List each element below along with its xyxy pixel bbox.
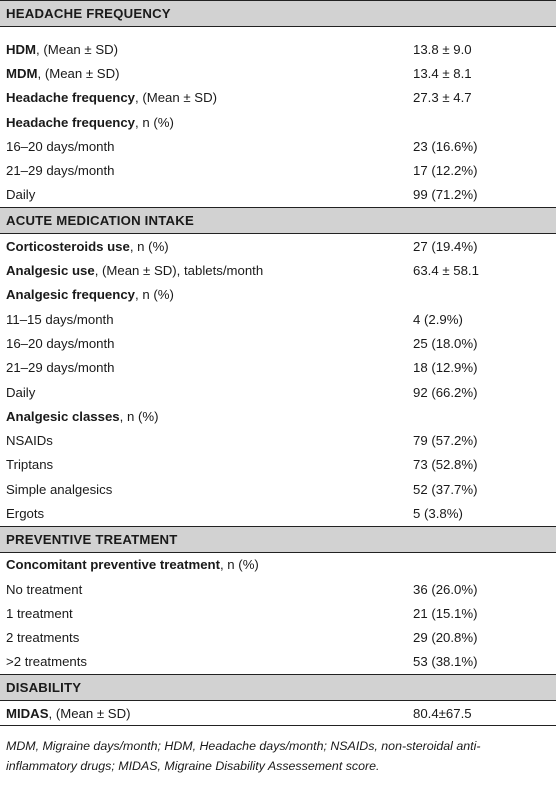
row-label: 11–15 days/month bbox=[6, 311, 114, 327]
row-value: 17 (12.2%) bbox=[413, 163, 478, 179]
table-row bbox=[0, 258, 556, 282]
row-label: 16–20 days/month bbox=[6, 138, 115, 154]
table-footnote: MDM, Migraine days/month; HDM, Headache days/month; NSAIDs, non-steroidal anti-inflammatory drugs; MIDAS, Migraine Disability Assessement score. bbox=[0, 725, 556, 776]
row-value: 4 (2.9%) bbox=[413, 311, 463, 327]
table-row bbox=[0, 650, 556, 674]
row-value: 52 (37.7%) bbox=[413, 481, 478, 497]
table-row bbox=[0, 428, 556, 452]
section-header-acute-medication-intake: ACUTE MEDICATION INTAKE bbox=[0, 207, 556, 234]
table-row bbox=[0, 501, 556, 525]
row-label: , (Mean ± SD) bbox=[135, 90, 217, 106]
row-value: 53 (38.1%) bbox=[413, 654, 478, 670]
row-label: NSAIDs bbox=[6, 433, 53, 449]
table-row bbox=[0, 86, 556, 110]
row-value: 73 (52.8%) bbox=[413, 457, 478, 473]
row-label: , n (%) bbox=[135, 114, 174, 130]
row-value: 99 (71.2%) bbox=[413, 187, 478, 203]
section-spacer bbox=[0, 27, 556, 37]
table-row bbox=[0, 626, 556, 650]
table-row bbox=[0, 453, 556, 477]
table-row bbox=[0, 601, 556, 625]
table-row bbox=[0, 234, 556, 258]
row-value: 5 (3.8%) bbox=[413, 505, 463, 521]
row-value: 63.4 ± 58.1 bbox=[413, 263, 479, 279]
row-value: 13.8 ± 9.0 bbox=[413, 41, 472, 57]
table-row bbox=[0, 404, 556, 428]
table-row bbox=[0, 701, 556, 725]
row-value: 36 (26.0%) bbox=[413, 581, 478, 597]
row-label: No treatment bbox=[6, 581, 83, 597]
row-label: Ergots bbox=[6, 505, 45, 521]
row-label-bold: HDM bbox=[6, 41, 37, 57]
row-label: , n (%) bbox=[119, 408, 159, 424]
row-label-bold: Corticosteroids use bbox=[6, 238, 130, 254]
row-label: , n (%) bbox=[129, 238, 169, 254]
row-label: , (Mean ± SD), tablets/month bbox=[94, 263, 264, 279]
row-label-bold: MDM bbox=[6, 65, 38, 81]
row-value: 29 (20.8%) bbox=[413, 630, 478, 646]
row-label: , (Mean ± SD) bbox=[36, 41, 119, 57]
section-header-preventive-treatment: PREVENTIVE TREATMENT bbox=[0, 526, 556, 553]
table-row bbox=[0, 158, 556, 182]
row-label-bold: Concomitant preventive treatment bbox=[6, 557, 220, 573]
table-row bbox=[0, 577, 556, 601]
row-value: 25 (18.0%) bbox=[413, 335, 478, 351]
row-label: Simple analgesics bbox=[6, 481, 113, 497]
row-value: 79 (57.2%) bbox=[413, 433, 478, 449]
row-label-bold: Analgesic use bbox=[6, 263, 95, 279]
row-label: 16–20 days/month bbox=[6, 335, 115, 351]
row-label-bold: Headache frequency bbox=[6, 114, 135, 130]
table-row bbox=[0, 553, 556, 577]
row-label: 21–29 days/month bbox=[6, 163, 115, 179]
table-row bbox=[0, 331, 556, 355]
row-label: Triptans bbox=[6, 457, 54, 473]
row-label: , n (%) bbox=[219, 557, 259, 573]
row-label: 1 treatment bbox=[6, 605, 73, 621]
row-value: 80.4±67.5 bbox=[413, 705, 472, 721]
row-label: >2 treatments bbox=[6, 654, 87, 670]
table-row bbox=[0, 37, 556, 61]
table-row bbox=[0, 307, 556, 331]
row-label-bold: MIDAS bbox=[6, 705, 49, 721]
row-label-bold: Analgesic classes bbox=[6, 408, 120, 424]
row-label: Daily bbox=[6, 187, 36, 203]
row-value: 27 (19.4%) bbox=[413, 238, 478, 254]
row-label-bold: Analgesic frequency bbox=[6, 287, 135, 303]
row-label-bold: Headache frequency bbox=[6, 90, 135, 106]
row-value: 21 (15.1%) bbox=[413, 605, 478, 621]
section-header-disability: DISABILITY bbox=[0, 674, 556, 701]
table-row bbox=[0, 183, 556, 207]
row-label: , n (%) bbox=[135, 287, 174, 303]
row-value: 18 (12.9%) bbox=[413, 360, 478, 376]
table-row bbox=[0, 61, 556, 85]
row-value: 23 (16.6%) bbox=[413, 138, 478, 154]
row-label: , (Mean ± SD) bbox=[37, 65, 120, 81]
table-row bbox=[0, 356, 556, 380]
row-label: 2 treatments bbox=[6, 630, 80, 646]
table-row bbox=[0, 283, 556, 307]
table-row bbox=[0, 380, 556, 404]
row-label: 21–29 days/month bbox=[6, 360, 115, 376]
row-value: 13.4 ± 8.1 bbox=[413, 65, 472, 81]
table-row bbox=[0, 134, 556, 158]
table-row bbox=[0, 477, 556, 501]
section-header-headache-frequency: HEADACHE FREQUENCY bbox=[0, 0, 556, 27]
table-row bbox=[0, 110, 556, 134]
row-value: 27.3 ± 4.7 bbox=[413, 90, 472, 106]
row-label: Daily bbox=[6, 384, 36, 400]
row-value: 92 (66.2%) bbox=[413, 384, 478, 400]
row-label: , (Mean ± SD) bbox=[48, 705, 131, 721]
